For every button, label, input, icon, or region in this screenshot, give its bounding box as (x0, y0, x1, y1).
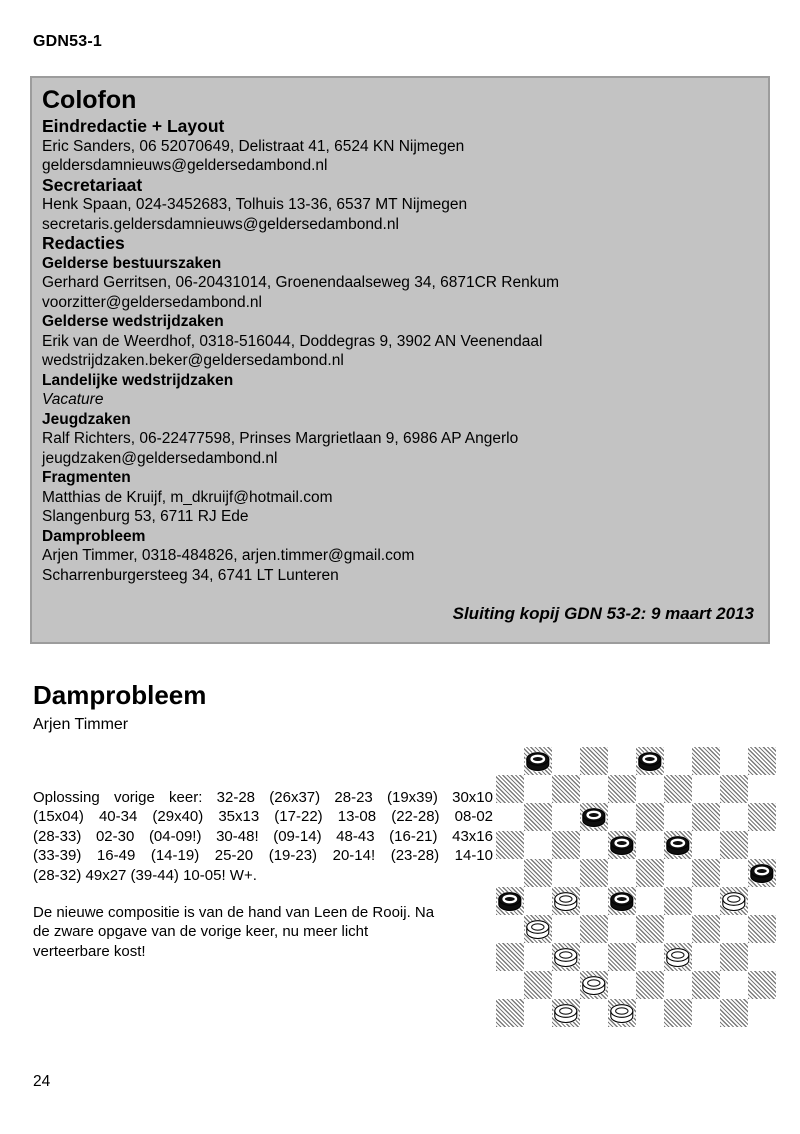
board-square (524, 803, 552, 831)
white-man-icon (608, 1000, 636, 1028)
board-square (496, 747, 524, 775)
board-square (496, 831, 524, 859)
piece-white-square-48 (608, 999, 636, 1027)
board-square (608, 943, 636, 971)
colofon-line: Slangenburg 53, 6711 RJ Ede (42, 508, 249, 525)
piece-black-square-12 (580, 803, 608, 831)
piece-black-square-28 (608, 887, 636, 915)
solution-paragraph (33, 788, 493, 885)
board-square (552, 971, 580, 999)
board-square (720, 747, 748, 775)
board-square (552, 747, 580, 775)
black-man-icon (636, 748, 664, 776)
intro-line: de zware opgave van de vorige keer, nu meer licht (33, 923, 369, 941)
board-square (580, 831, 608, 859)
solution-line: (28-33) 02-30 (04-09!) 30-48! (09-14) 48-43 (16-21) 43x16 (33, 827, 493, 845)
black-man-icon (608, 888, 636, 916)
colofon-line-email: secretaris.geldersdamnieuws@geldersedambond.nl (42, 215, 399, 233)
board-square (496, 971, 524, 999)
board-square (748, 831, 776, 859)
board-square (608, 775, 636, 803)
white-man-icon (524, 916, 552, 944)
piece-white-square-42 (580, 971, 608, 999)
board-square (552, 915, 580, 943)
board-square (664, 747, 692, 775)
solution-line: (33-39) 16-49 (14-19) 25-20 (19-23) 20-14! (23-28) 14-10 (33, 847, 493, 865)
board-square (552, 803, 580, 831)
page-number: 24 (33, 1073, 51, 1090)
white-man-icon (552, 888, 580, 916)
board-square (496, 999, 524, 1027)
board-square (720, 775, 748, 803)
board-square (524, 775, 552, 803)
board-square (636, 971, 664, 999)
board-square (580, 775, 608, 803)
solution-line: Oplossing vorige keer: 32-28 (26x37) 28-23 (19x39) 30x10 (33, 789, 493, 806)
colofon-line-email: voorzitter@geldersedambond.nl (42, 293, 262, 311)
board-square (720, 971, 748, 999)
board-square (636, 999, 664, 1027)
board-square (692, 775, 720, 803)
black-man-icon (496, 888, 524, 916)
board-square (692, 859, 720, 887)
board-square (748, 971, 776, 999)
piece-black-square-1 (524, 747, 552, 775)
board-square (608, 859, 636, 887)
piece-black-square-19 (664, 831, 692, 859)
board-square (692, 747, 720, 775)
piece-white-square-47 (552, 999, 580, 1027)
board-square (720, 915, 748, 943)
board-square (664, 999, 692, 1027)
board-square (720, 831, 748, 859)
document-header: GDN53-1 (33, 33, 102, 50)
board-square (748, 999, 776, 1027)
board-square (524, 971, 552, 999)
piece-black-square-25 (748, 859, 776, 887)
board-square (496, 775, 524, 803)
board-square (748, 943, 776, 971)
board-square (748, 747, 776, 775)
solution-line: (15x04) 40-34 (29x40) 35x13 (17-22) 13-08 (22-28) 08-02 (33, 808, 493, 826)
board-square (720, 859, 748, 887)
piece-black-square-26 (496, 887, 524, 915)
piece-white-square-31 (524, 915, 552, 943)
board-square (720, 803, 748, 831)
board-square (636, 887, 664, 915)
white-man-icon (552, 944, 580, 972)
board-square (608, 971, 636, 999)
colofon-heading-secretariaat: Secretariaat (42, 174, 143, 195)
board-square (748, 887, 776, 915)
colofon-line: Arjen Timmer, 0318-484826, arjen.timmer@gmail.com (42, 547, 415, 564)
board-square (692, 915, 720, 943)
board-square (692, 971, 720, 999)
colofon-line-email: jeugdzaken@geldersedambond.nl (42, 449, 278, 467)
colofon-heading-jeugdzaken: Jeugdzaken (42, 410, 131, 428)
board-square (524, 831, 552, 859)
colofon-line: Ralf Richters, 06-22477598, Prinses Margrietlaan 9, 6986 AP Angerlo (42, 430, 519, 447)
board-square (580, 747, 608, 775)
board-square (524, 999, 552, 1027)
colofon-heading-fragmenten: Fragmenten (42, 469, 131, 486)
white-man-icon (720, 888, 748, 916)
white-man-icon (580, 972, 608, 1000)
board-square (580, 999, 608, 1027)
board-square (608, 803, 636, 831)
board-square (524, 887, 552, 915)
colofon-line-email: wedstrijdzaken.beker@geldersedambond.nl (42, 352, 344, 369)
white-man-icon (552, 1000, 580, 1028)
board-square (664, 971, 692, 999)
board-square (692, 999, 720, 1027)
board-square (580, 943, 608, 971)
colofon-heading-gelderse-bestuurszaken: Gelderse bestuurszaken (42, 254, 222, 272)
colofon-line: Henk Spaan, 024-3452683, Tolhuis 13-36, 6537 MT Nijmegen (42, 196, 468, 213)
board-square (636, 915, 664, 943)
board-square (720, 999, 748, 1027)
board-square (636, 943, 664, 971)
piece-black-square-3 (636, 747, 664, 775)
board-square (692, 803, 720, 831)
piece-black-square-18 (608, 831, 636, 859)
colofon-deadline-notice: Sluiting kopij GDN 53-2: 9 maart 2013 (452, 604, 754, 623)
colofon-heading-damprobleem: Damprobleem (42, 527, 146, 545)
board-square (664, 915, 692, 943)
board-square (692, 831, 720, 859)
solution-line: (28-32) 49x27 (39-44) 10-05! W+. (33, 866, 257, 884)
piece-white-square-37 (552, 943, 580, 971)
board-square (496, 915, 524, 943)
draughts-board (496, 747, 776, 1027)
intro-line: verteerbare kost! (33, 942, 146, 960)
colofon-heading-eindredactie: Eindredactie + Layout (42, 116, 225, 136)
colofon-line: Scharrenburgersteeg 34, 6741 LT Lunteren (42, 566, 339, 584)
board-square (636, 831, 664, 859)
colofon-heading-gelderse-wedstrijdzaken: Gelderse wedstrijdzaken (42, 313, 224, 330)
colofon-line-email: geldersdamnieuws@geldersedambond.nl (42, 157, 328, 174)
board-square (664, 775, 692, 803)
piece-white-square-27 (552, 887, 580, 915)
intro-paragraph (33, 903, 503, 961)
colofon-line: Eric Sanders, 06 52070649, Delistraat 41, 6524 KN Nijmegen (42, 137, 465, 155)
colofon-heading-landelijke-wedstrijdzaken: Landelijke wedstrijdzaken (42, 371, 234, 389)
board-square (552, 775, 580, 803)
colofon-line: Matthias de Kruijf, m_dkruijf@hotmail.com (42, 488, 333, 506)
board-square (580, 915, 608, 943)
board-square (496, 943, 524, 971)
board-square (636, 859, 664, 887)
board-square (748, 775, 776, 803)
board-square (636, 803, 664, 831)
piece-white-square-30 (720, 887, 748, 915)
board-square (608, 915, 636, 943)
piece-white-square-39 (664, 943, 692, 971)
colofon-line-vacature: Vacature (42, 391, 104, 408)
board-square (552, 831, 580, 859)
black-man-icon (664, 832, 692, 860)
black-man-icon (608, 832, 636, 860)
black-man-icon (748, 860, 776, 888)
white-man-icon (664, 944, 692, 972)
board-square (664, 887, 692, 915)
board-square (748, 803, 776, 831)
board-square (524, 943, 552, 971)
board-square (692, 943, 720, 971)
board-square (608, 747, 636, 775)
board-square (552, 859, 580, 887)
colofon-line: Erik van de Weerdhof, 0318-516044, Doddegras 9, 3902 AN Veenendaal (42, 332, 543, 350)
board-square (664, 803, 692, 831)
board-square (692, 887, 720, 915)
board-square (748, 915, 776, 943)
board-square (524, 859, 552, 887)
colofon-heading-redacties: Redacties (42, 233, 125, 253)
damprobleem-section-title: Damprobleem (33, 680, 207, 710)
intro-line: De nieuwe compositie is van de hand van Leen de Rooij. Na (33, 904, 435, 921)
colofon-title: Colofon (42, 86, 137, 114)
board-square (580, 859, 608, 887)
board-square (496, 859, 524, 887)
colofon-box (30, 76, 770, 644)
board-square (636, 775, 664, 803)
board-square (664, 859, 692, 887)
damprobleem-author: Arjen Timmer (33, 716, 129, 733)
board-square (720, 943, 748, 971)
board-square (580, 887, 608, 915)
black-man-icon (524, 748, 552, 776)
colofon-line: Gerhard Gerritsen, 06-20431014, Groenendaalseweg 34, 6871CR Renkum (42, 274, 559, 291)
black-man-icon (580, 804, 608, 832)
board-square (496, 803, 524, 831)
